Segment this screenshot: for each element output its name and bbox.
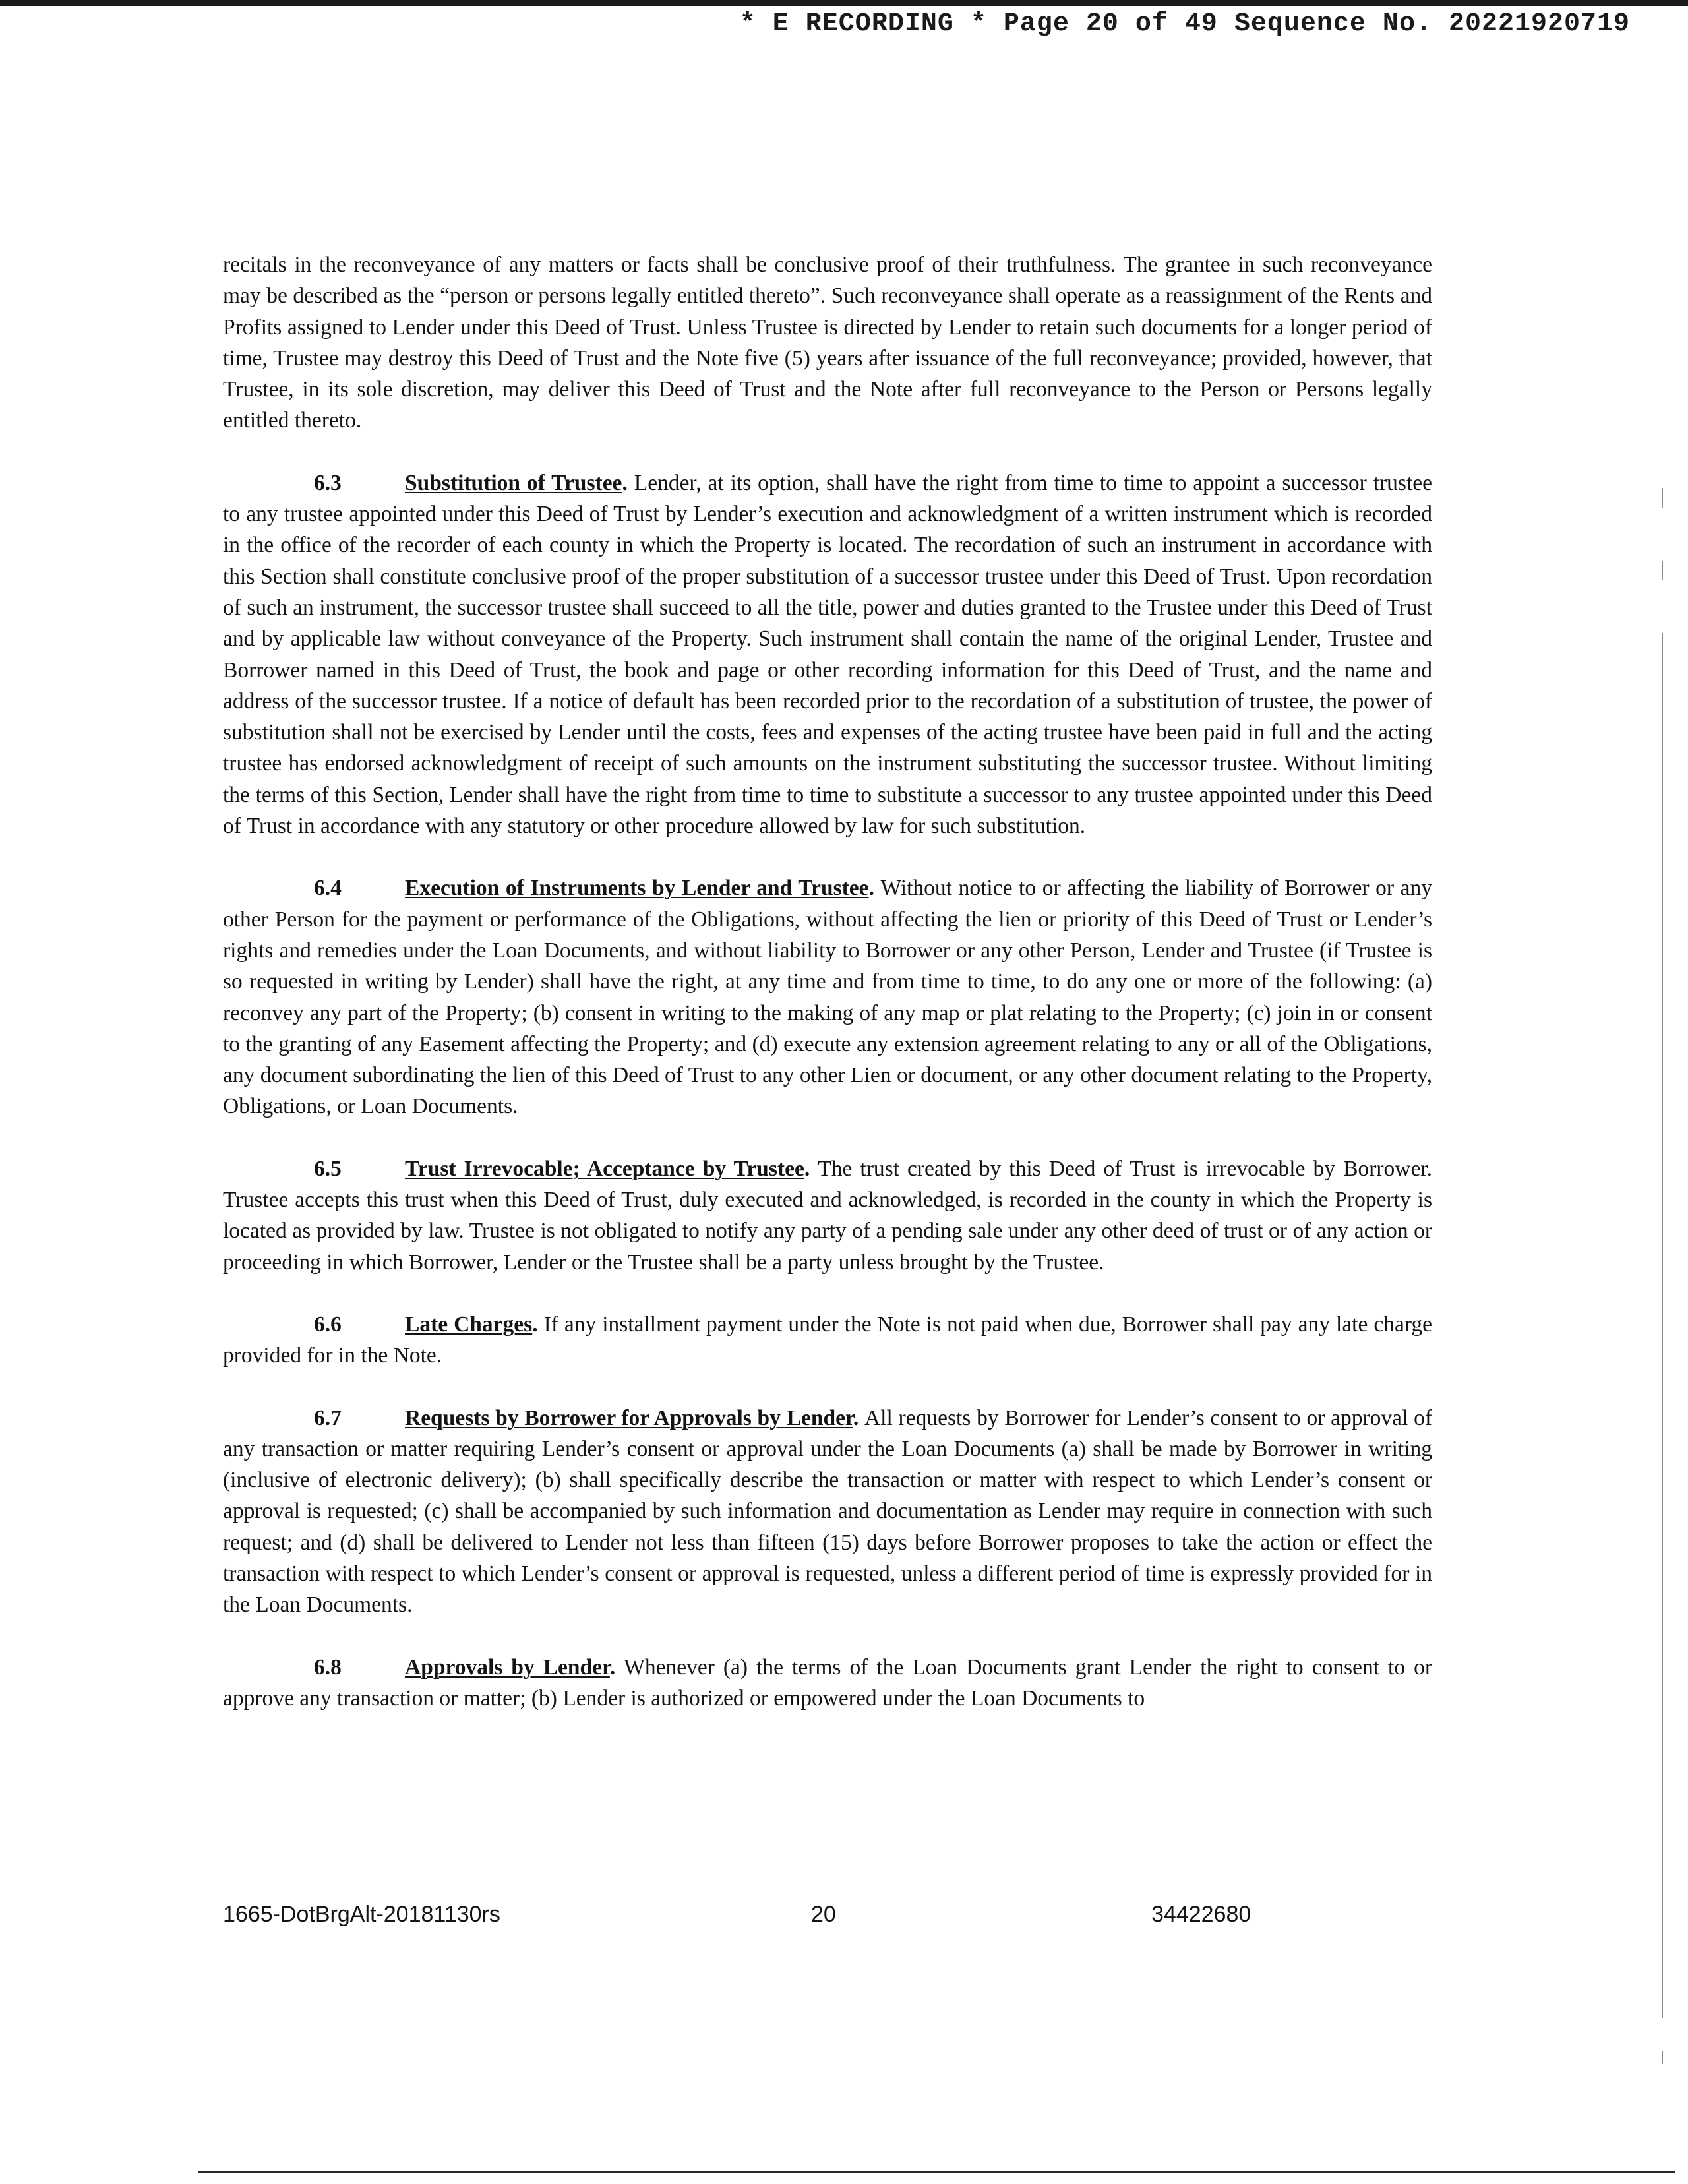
section-number: 6.4	[314, 876, 342, 901]
section-6-8: 6.8 Approvals by Lender. Whenever (a) the terms of the Loan Documents grant Lender the right to consent to or approve any transaction or matter; (b) Lender is authorized or empowered under the Loan Documents to	[223, 1652, 1432, 1714]
continuation-paragraph: recitals in the reconveyance of any matters or facts shall be conclusive proof of their truthfulness. The grantee in such reconveyance may be described as the “person or persons legally entitled thereto”. Such reconveyance shall operate as a reassignment of the Rents and Profits assigned to Lender under this Deed of Trust. Unless Trustee is directed by Lender to retain such documents for a longer period of time, Trustee may destroy this Deed of Trust and the Note five (5) years after issuance of the full reconveyance; provided, however, that Trustee, in its sole discretion, may deliver this Deed of Trust and the Note after full reconveyance to the Person or Persons legally entitled thereto.	[223, 253, 1432, 433]
scan-margin-mark	[1662, 2051, 1663, 2064]
section-heading: Execution of Instruments by Lender and Trustee	[405, 876, 869, 901]
section-text: The trust created by this Deed of Trust is irrevocable by Borrower. Trustee accepts this trust when this Deed of Trust, duly executed and acknowledged, is recorded in the county in which the Property is located as provided by law. Trustee is not obligated to notify any party of a pending sale under any other deed of trust or of any action or proceeding in which Borrower, Lender or the Trustee shall be a party unless brought by the Trustee.	[223, 1156, 1432, 1275]
section-number: 6.8	[314, 1654, 342, 1680]
top-border-rule	[0, 0, 1688, 6]
section-heading: Trust Irrevocable; Acceptance by Trustee	[405, 1156, 804, 1181]
section-text: Without notice to or affecting the liability of Borrower or any other Person for the payment or performance of the Obligations, without affecting the lien or priority of this Deed of Trust or Lender’s rights and remedies under the Loan Documents, and without liability to Borrower or any other Person, Lender and Trustee (if Trustee is so requested in writing by Lender) shall have the right, at any time and from time to time, to do any one or more of the following: (a) reconvey any part of the Property; (b) consent in writing to the making of any map or plat relating to the Property; (c) join in or consent to the granting of any Easement affecting the Property; and (d) execute any extension agreement relating to any or all of the Obligations, any document subordinating the lien of this Deed of Trust to any other Lien or document, or any other document relating to the Property, Obligations, or Loan Documents.	[223, 876, 1433, 1119]
section-text: If any installment payment under the Note is not paid when due, Borrower shall pay any late charge provided for in the Note.	[223, 1312, 1433, 1368]
section-heading: Requests by Borrower for Approvals by Lender	[405, 1405, 853, 1430]
section-text: Whenever (a) the terms of the Loan Documents grant Lender the right to consent to or approve any transaction or matter; (b) Lender is authorized or empowered under the Loan Documents to	[223, 1654, 1433, 1711]
section-text: Lender, at its option, shall have the right from time to time to appoint a successor trustee to any trustee appointed under this Deed of Trust by Lender’s execution and acknowledgment of a written instrument which is recorded in the office of the recorder of each county in which the Property is located. The recordation of such an instrument in accordance with this Section shall constitute conclusive proof of the proper substitution of a successor trustee under this Deed of Trust. Upon recordation of such an instrument, the successor trustee shall succeed to all the title, power and duties granted to the Trustee under this Deed of Trust and by applicable law without conveyance of the Property. Such instrument shall contain the name of the original Lender, Trustee and Borrower named in this Deed of Trust, the book and page or other recording information for this Deed of Trust, and the name and address of the successor trustee. If a notice of default has been recorded prior to the recordation of a substitution of trustee, the power of substitution shall not be exercised by Lender until the costs, fees and expenses of the acting trustee have been paid in full and the acting trustee has endorsed acknowledgment of receipt of such amounts on the instrument substituting the successor trustee. Without limiting the terms of this Section, Lender shall have the right from time to time to substitute a successor to any trustee appointed under this Deed of Trust in accordance with any statutory or other procedure allowed by law for such substitution.	[223, 470, 1433, 839]
section-heading: Substitution of Trustee	[405, 470, 622, 495]
scan-margin-line	[1662, 633, 1663, 2018]
section-number: 6.7	[314, 1405, 342, 1430]
section-6-4: 6.4 Execution of Instruments by Lender and Trustee. Without notice to or affecting the liability of Borrower or any other Person for the payment or performance of the Obligations, without affecting the lien or priority of this Deed of Trust or Lender’s rights and remedies under the Loan Documents, and without liability to Borrower or any other Person, Lender and Trustee (if Trustee is so requested in writing by Lender) shall have the right, at any time and from time to time, to do any one or more of the following: (a) reconvey any part of the Property; (b) consent in writing to the making of any map or plat relating to the Property; (c) join in or consent to the granting of any Easement affecting the Property; and (d) execute any extension agreement relating to any or all of the Obligations, any document subordinating the lien of this Deed of Trust to any other Lien or document, or any other document relating to the Property, Obligations, or Loan Documents.	[223, 872, 1432, 1122]
footer-document-number: 34422680	[1151, 1902, 1251, 1927]
section-heading: Approvals by Lender	[405, 1654, 610, 1680]
footer-page-number: 20	[811, 1902, 836, 1927]
page-footer	[223, 1902, 1278, 1935]
section-heading: Late Charges	[405, 1312, 533, 1337]
section-6-7: 6.7 Requests by Borrower for Approvals by Lender. All requests by Borrower for Lender’s consent to or approval of any transaction or matter requiring Lender’s consent or approval under the Loan Documents (a) shall be made by Borrower in writing (inclusive of electronic delivery); (b) shall specifically describe the transaction or matter with respect to which Lender’s consent or approval is requested; (c) shall be accompanied by such information and documentation as Lender may require in connection with such request; and (d) shall be delivered to Lender not less than fifteen (15) days before Borrower proposes to take the action or effect the transaction with respect to which Lender’s consent or approval is requested, unless a different period of time is expressly provided for in the Loan Documents.	[223, 1403, 1432, 1621]
scan-margin-mark	[1662, 488, 1663, 508]
bottom-border-rule	[198, 2171, 1675, 2173]
document-body	[223, 249, 1432, 1745]
section-number: 6.5	[314, 1156, 342, 1181]
section-number: 6.3	[314, 470, 342, 495]
section-text: All requests by Borrower for Lender’s consent to or approval of any transaction or matter requiring Lender’s consent or approval under the Loan Documents (a) shall be made by Borrower in writing (inclusive of electronic delivery); (b) shall specifically describe the transaction or matter with respect to which Lender’s consent or approval is requested; (c) shall be accompanied by such information and documentation as Lender may require in connection with such request; and (d) shall be delivered to Lender not less than fifteen (15) days before Borrower proposes to take the action or effect the transaction with respect to which Lender’s consent or approval is requested, unless a different period of time is expressly provided for in the Loan Documents.	[223, 1405, 1432, 1618]
footer-document-id: 1665-DotBrgAlt-20181130rs	[223, 1902, 500, 1927]
section-6-3: 6.3 Substitution of Trustee. Lender, at its option, shall have the right from time to time to appoint a successor trustee to any trustee appointed under this Deed of Trust by Lender’s execution and acknowledgment of a written instrument which is recorded in the office of the recorder of each county in which the Property is located. The recordation of such an instrument in accordance with this Section shall constitute conclusive proof of the proper substitution of a successor trustee under this Deed of Trust. Upon recordation of such an instrument, the successor trustee shall succeed to all the title, power and duties granted to the Trustee under this Deed of Trust and by applicable law without conveyance of the Property. Such instrument shall contain the name of the original Lender, Trustee and Borrower named in this Deed of Trust, the book and page or other recording information for this Deed of Trust, and the name and address of the successor trustee. If a notice of default has been recorded prior to the recordation of a substitution of trustee, the power of substitution shall not be exercised by Lender until the costs, fees and expenses of the acting trustee have been paid in full and the acting trustee has endorsed acknowledgment of receipt of such amounts on the instrument substituting the successor trustee. Without limiting the terms of this Section, Lender shall have the right from time to time to substitute a successor to any trustee appointed under this Deed of Trust in accordance with any statutory or other procedure allowed by law for such substitution.	[223, 468, 1432, 842]
scan-margin-mark	[1662, 561, 1663, 580]
section-number: 6.6	[314, 1312, 342, 1337]
section-6-5: 6.5 Trust Irrevocable; Acceptance by Trustee. The trust created by this Deed of Trust is irrevocable by Borrower. Trustee accepts this trust when this Deed of Trust, duly executed and acknowledged, is recorded in the county in which the Property is located as provided by law. Trustee is not obligated to notify any party of a pending sale under any other deed of trust or of any action or proceeding in which Borrower, Lender or the Trustee shall be a party unless brought by the Trustee.	[223, 1153, 1432, 1278]
recording-stamp: * E RECORDING * Page 20 of 49 Sequence No. 20221920719	[739, 9, 1630, 39]
section-6-6: 6.6 Late Charges. If any installment payment under the Note is not paid when due, Borrower shall pay any late charge provided for in the Note.	[223, 1309, 1432, 1372]
